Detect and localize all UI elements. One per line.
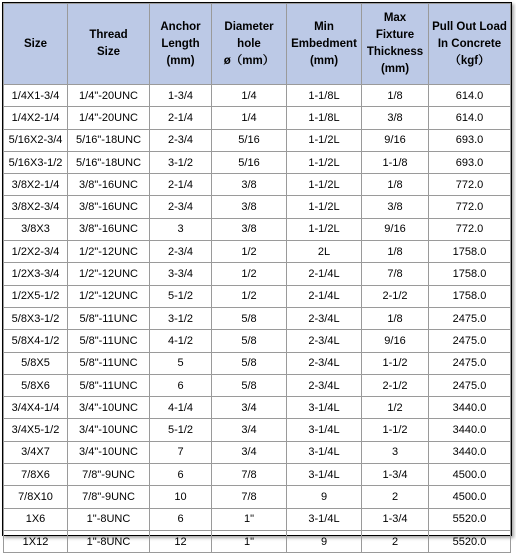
pull-out-load-cell: 2475.0 (429, 374, 511, 396)
table-row (4, 151, 511, 173)
size-cell: 3/4X5-1/2 (4, 419, 68, 441)
header-size (4, 4, 68, 85)
header-line: Max (383, 12, 407, 24)
min-embedment-cell: 3-1/4L (287, 397, 362, 419)
pull-out-load-cell: 772.0 (429, 174, 511, 196)
size-cell: 5/8X6 (4, 374, 68, 396)
table-row (4, 374, 511, 396)
min-embedment-cell: 3-1/4L (287, 419, 362, 441)
diameter-hole-cell: 5/16 (212, 151, 287, 173)
table-row (4, 330, 511, 352)
header-line: ø（mm） (223, 54, 275, 67)
thread-size-cell: 3/8"-16UNC (68, 218, 150, 240)
table-row (4, 508, 511, 530)
pull-out-load-cell: 3440.0 (429, 397, 511, 419)
header-line: Thickness (366, 46, 424, 58)
table-row (4, 241, 511, 263)
diameter-hole-cell: 5/8 (212, 352, 287, 374)
max-fixture-thickness-cell: 1/8 (362, 174, 429, 196)
size-cell: 1/2X3-3/4 (4, 263, 68, 285)
size-cell: 5/8X4-1/2 (4, 330, 68, 352)
table-row (4, 107, 511, 129)
anchor-length-cell: 12 (150, 530, 212, 552)
min-embedment-cell: 2-3/4L (287, 307, 362, 329)
pull-out-load-cell: 5520.0 (429, 508, 511, 530)
diameter-hole-cell: 1" (212, 530, 287, 552)
min-embedment-cell: 3-1/4L (287, 464, 362, 486)
min-embedment-cell: 1-1/2L (287, 151, 362, 173)
anchor-length-cell: 5-1/2 (150, 419, 212, 441)
header-line: (mm) (166, 54, 195, 67)
min-embedment-cell: 2-3/4L (287, 352, 362, 374)
spec-table-frame (2, 2, 512, 548)
pull-out-load-cell: 772.0 (429, 196, 511, 218)
header-line: Anchor (160, 20, 201, 33)
thread-size-cell: 5/8"-11UNC (68, 330, 150, 352)
pull-out-load-cell: 3440.0 (429, 419, 511, 441)
thread-size-cell: 5/8"-11UNC (68, 374, 150, 396)
diameter-hole-cell: 5/8 (212, 330, 287, 352)
pull-out-load-cell: 614.0 (429, 85, 511, 107)
anchor-length-cell: 1-3/4 (150, 85, 212, 107)
pull-out-load-cell: 693.0 (429, 151, 511, 173)
pull-out-load-cell: 5520.0 (429, 530, 511, 552)
size-cell: 5/8X3-1/2 (4, 307, 68, 329)
diameter-hole-cell: 3/8 (212, 174, 287, 196)
thread-size-cell: 1/4"-20UNC (68, 85, 150, 107)
size-cell: 3/8X2-1/4 (4, 174, 68, 196)
min-embedment-cell: 2-3/4L (287, 374, 362, 396)
thread-size-cell: 3/4"-10UNC (68, 419, 150, 441)
table-row (4, 285, 511, 307)
size-cell: 5/16X2-3/4 (4, 129, 68, 151)
pull-out-load-cell: 1758.0 (429, 263, 511, 285)
diameter-hole-cell: 7/8 (212, 486, 287, 508)
header-line: Thread (89, 29, 128, 41)
diameter-hole-cell: 5/16 (212, 129, 287, 151)
size-cell: 3/4X4-1/4 (4, 397, 68, 419)
pull-out-load-cell: 2475.0 (429, 330, 511, 352)
header-line: Pull Out Load (432, 20, 507, 33)
thread-size-cell: 1"-8UNC (68, 530, 150, 552)
diameter-hole-cell: 1/2 (212, 241, 287, 263)
max-fixture-thickness-cell: 9/16 (362, 330, 429, 352)
size-cell: 1/2X2-3/4 (4, 241, 68, 263)
min-embedment-cell: 9 (287, 486, 362, 508)
header-anchor-length (150, 4, 212, 85)
header-line: (mm) (309, 54, 339, 67)
size-cell: 1/4X2-1/4 (4, 107, 68, 129)
table-row (4, 174, 511, 196)
max-fixture-thickness-cell: 1-3/4 (362, 508, 429, 530)
thread-size-cell: 1/4"-20UNC (68, 107, 150, 129)
diameter-hole-cell: 3/4 (212, 441, 287, 463)
pull-out-load-cell: 4500.0 (429, 464, 511, 486)
diameter-hole-cell: 3/4 (212, 397, 287, 419)
pull-out-load-cell: 2475.0 (429, 307, 511, 329)
diameter-hole-cell: 1/4 (212, 107, 287, 129)
min-embedment-cell: 2-1/4L (287, 263, 362, 285)
anchor-length-cell: 3-1/2 (150, 307, 212, 329)
header-line: Diameter (224, 20, 274, 33)
size-cell: 7/8X10 (4, 486, 68, 508)
max-fixture-thickness-cell: 1/8 (362, 241, 429, 263)
size-cell: 1/2X5-1/2 (4, 285, 68, 307)
max-fixture-thickness-cell: 1-1/2 (362, 419, 429, 441)
header-max-fixture-thickness (362, 4, 429, 85)
pull-out-load-cell: 614.0 (429, 107, 511, 129)
header-thread-size (68, 4, 150, 85)
min-embedment-cell: 2-3/4L (287, 330, 362, 352)
anchor-length-cell: 6 (150, 374, 212, 396)
max-fixture-thickness-cell: 3/8 (362, 107, 429, 129)
pull-out-load-cell: 1758.0 (429, 241, 511, 263)
pull-out-load-cell: 2475.0 (429, 352, 511, 374)
max-fixture-thickness-cell: 9/16 (362, 218, 429, 240)
table-row (4, 419, 511, 441)
table-row (4, 218, 511, 240)
pull-out-load-cell: 693.0 (429, 129, 511, 151)
table-row (4, 263, 511, 285)
max-fixture-thickness-cell: 2 (362, 486, 429, 508)
anchor-length-cell: 5 (150, 352, 212, 374)
header-line: Length (161, 37, 200, 50)
anchor-length-cell: 2-3/4 (150, 196, 212, 218)
min-embedment-cell: 2-1/4L (287, 285, 362, 307)
size-cell: 1X12 (4, 530, 68, 552)
max-fixture-thickness-cell: 1/2 (362, 397, 429, 419)
header-line: （kgf） (449, 54, 490, 67)
anchor-length-cell: 3-3/4 (150, 263, 212, 285)
header-pull-out-load (429, 4, 511, 85)
anchor-length-cell: 2-1/4 (150, 107, 212, 129)
max-fixture-thickness-cell: 9/16 (362, 129, 429, 151)
min-embedment-cell: 9 (287, 530, 362, 552)
thread-size-cell: 7/8"-9UNC (68, 464, 150, 486)
diameter-hole-cell: 7/8 (212, 464, 287, 486)
size-cell: 5/16X3-1/2 (4, 151, 68, 173)
thread-size-cell: 3/4"-10UNC (68, 441, 150, 463)
max-fixture-thickness-cell: 1/8 (362, 307, 429, 329)
table-body (4, 85, 511, 553)
anchor-length-cell: 2-3/4 (150, 129, 212, 151)
diameter-hole-cell: 3/8 (212, 196, 287, 218)
table-row (4, 307, 511, 329)
table-row (4, 397, 511, 419)
anchor-length-cell: 7 (150, 441, 212, 463)
thread-size-cell: 3/4"-10UNC (68, 397, 150, 419)
size-cell: 3/8X3 (4, 218, 68, 240)
thread-size-cell: 1"-8UNC (68, 508, 150, 530)
size-cell: 5/8X5 (4, 352, 68, 374)
pull-out-load-cell: 3440.0 (429, 441, 511, 463)
header-line: Min (314, 20, 334, 33)
pull-out-load-cell: 4500.0 (429, 486, 511, 508)
table-row (4, 464, 511, 486)
thread-size-cell: 5/16"-18UNC (68, 129, 150, 151)
max-fixture-thickness-cell: 2 (362, 530, 429, 552)
max-fixture-thickness-cell: 7/8 (362, 263, 429, 285)
anchor-length-cell: 3-1/2 (150, 151, 212, 173)
size-cell: 7/8X6 (4, 464, 68, 486)
header-min-embedment (287, 4, 362, 85)
max-fixture-thickness-cell: 1-1/2 (362, 352, 429, 374)
header-line: Fixture (375, 29, 415, 41)
min-embedment-cell: 3-1/4L (287, 441, 362, 463)
anchor-spec-table (3, 3, 511, 553)
anchor-length-cell: 6 (150, 508, 212, 530)
diameter-hole-cell: 5/8 (212, 307, 287, 329)
diameter-hole-cell: 1/4 (212, 85, 287, 107)
header-line: hole (237, 37, 261, 50)
header-line: Size (96, 46, 120, 58)
table-row (4, 530, 511, 552)
header-line: Embedment (291, 37, 357, 50)
diameter-hole-cell: 1" (212, 508, 287, 530)
max-fixture-thickness-cell: 3 (362, 441, 429, 463)
min-embedment-cell: 1-1/2L (287, 196, 362, 218)
max-fixture-thickness-cell: 3/8 (362, 196, 429, 218)
anchor-length-cell: 2-1/4 (150, 174, 212, 196)
thread-size-cell: 7/8"-9UNC (68, 486, 150, 508)
header-line: Size (23, 37, 47, 50)
table-row (4, 441, 511, 463)
anchor-length-cell: 5-1/2 (150, 285, 212, 307)
min-embedment-cell: 1-1/8L (287, 107, 362, 129)
max-fixture-thickness-cell: 1/8 (362, 85, 429, 107)
table-row (4, 486, 511, 508)
anchor-length-cell: 10 (150, 486, 212, 508)
min-embedment-cell: 1-1/2L (287, 129, 362, 151)
size-cell: 3/4X7 (4, 441, 68, 463)
anchor-length-cell: 3 (150, 218, 212, 240)
table-row (4, 85, 511, 107)
max-fixture-thickness-cell: 1-1/8 (362, 151, 429, 173)
max-fixture-thickness-cell: 2-1/2 (362, 285, 429, 307)
pull-out-load-cell: 1758.0 (429, 285, 511, 307)
diameter-hole-cell: 3/8 (212, 218, 287, 240)
header-line: (mm) (380, 63, 410, 75)
min-embedment-cell: 3-1/4L (287, 508, 362, 530)
anchor-length-cell: 6 (150, 464, 212, 486)
thread-size-cell: 1/2"-12UNC (68, 285, 150, 307)
thread-size-cell: 5/8"-11UNC (68, 352, 150, 374)
anchor-length-cell: 4-1/4 (150, 397, 212, 419)
header-diameter-hole (212, 4, 287, 85)
thread-size-cell: 5/16"-18UNC (68, 151, 150, 173)
table-row (4, 196, 511, 218)
diameter-hole-cell: 1/2 (212, 263, 287, 285)
header-line: In Concrete (437, 37, 502, 50)
anchor-length-cell: 2-3/4 (150, 241, 212, 263)
thread-size-cell: 5/8"-11UNC (68, 307, 150, 329)
table-row (4, 352, 511, 374)
thread-size-cell: 3/8"-16UNC (68, 196, 150, 218)
thread-size-cell: 1/2"-12UNC (68, 263, 150, 285)
diameter-hole-cell: 1/2 (212, 285, 287, 307)
diameter-hole-cell: 3/4 (212, 419, 287, 441)
size-cell: 1/4X1-3/4 (4, 85, 68, 107)
header-row (4, 4, 511, 85)
min-embedment-cell: 1-1/2L (287, 218, 362, 240)
max-fixture-thickness-cell: 1-3/4 (362, 464, 429, 486)
min-embedment-cell: 2L (287, 241, 362, 263)
thread-size-cell: 3/8"-16UNC (68, 174, 150, 196)
size-cell: 3/8X2-3/4 (4, 196, 68, 218)
pull-out-load-cell: 772.0 (429, 218, 511, 240)
thread-size-cell: 1/2"-12UNC (68, 241, 150, 263)
min-embedment-cell: 1-1/2L (287, 174, 362, 196)
max-fixture-thickness-cell: 2-1/2 (362, 374, 429, 396)
table-row (4, 129, 511, 151)
anchor-length-cell: 4-1/2 (150, 330, 212, 352)
size-cell: 1X6 (4, 508, 68, 530)
min-embedment-cell: 1-1/8L (287, 85, 362, 107)
diameter-hole-cell: 5/8 (212, 374, 287, 396)
